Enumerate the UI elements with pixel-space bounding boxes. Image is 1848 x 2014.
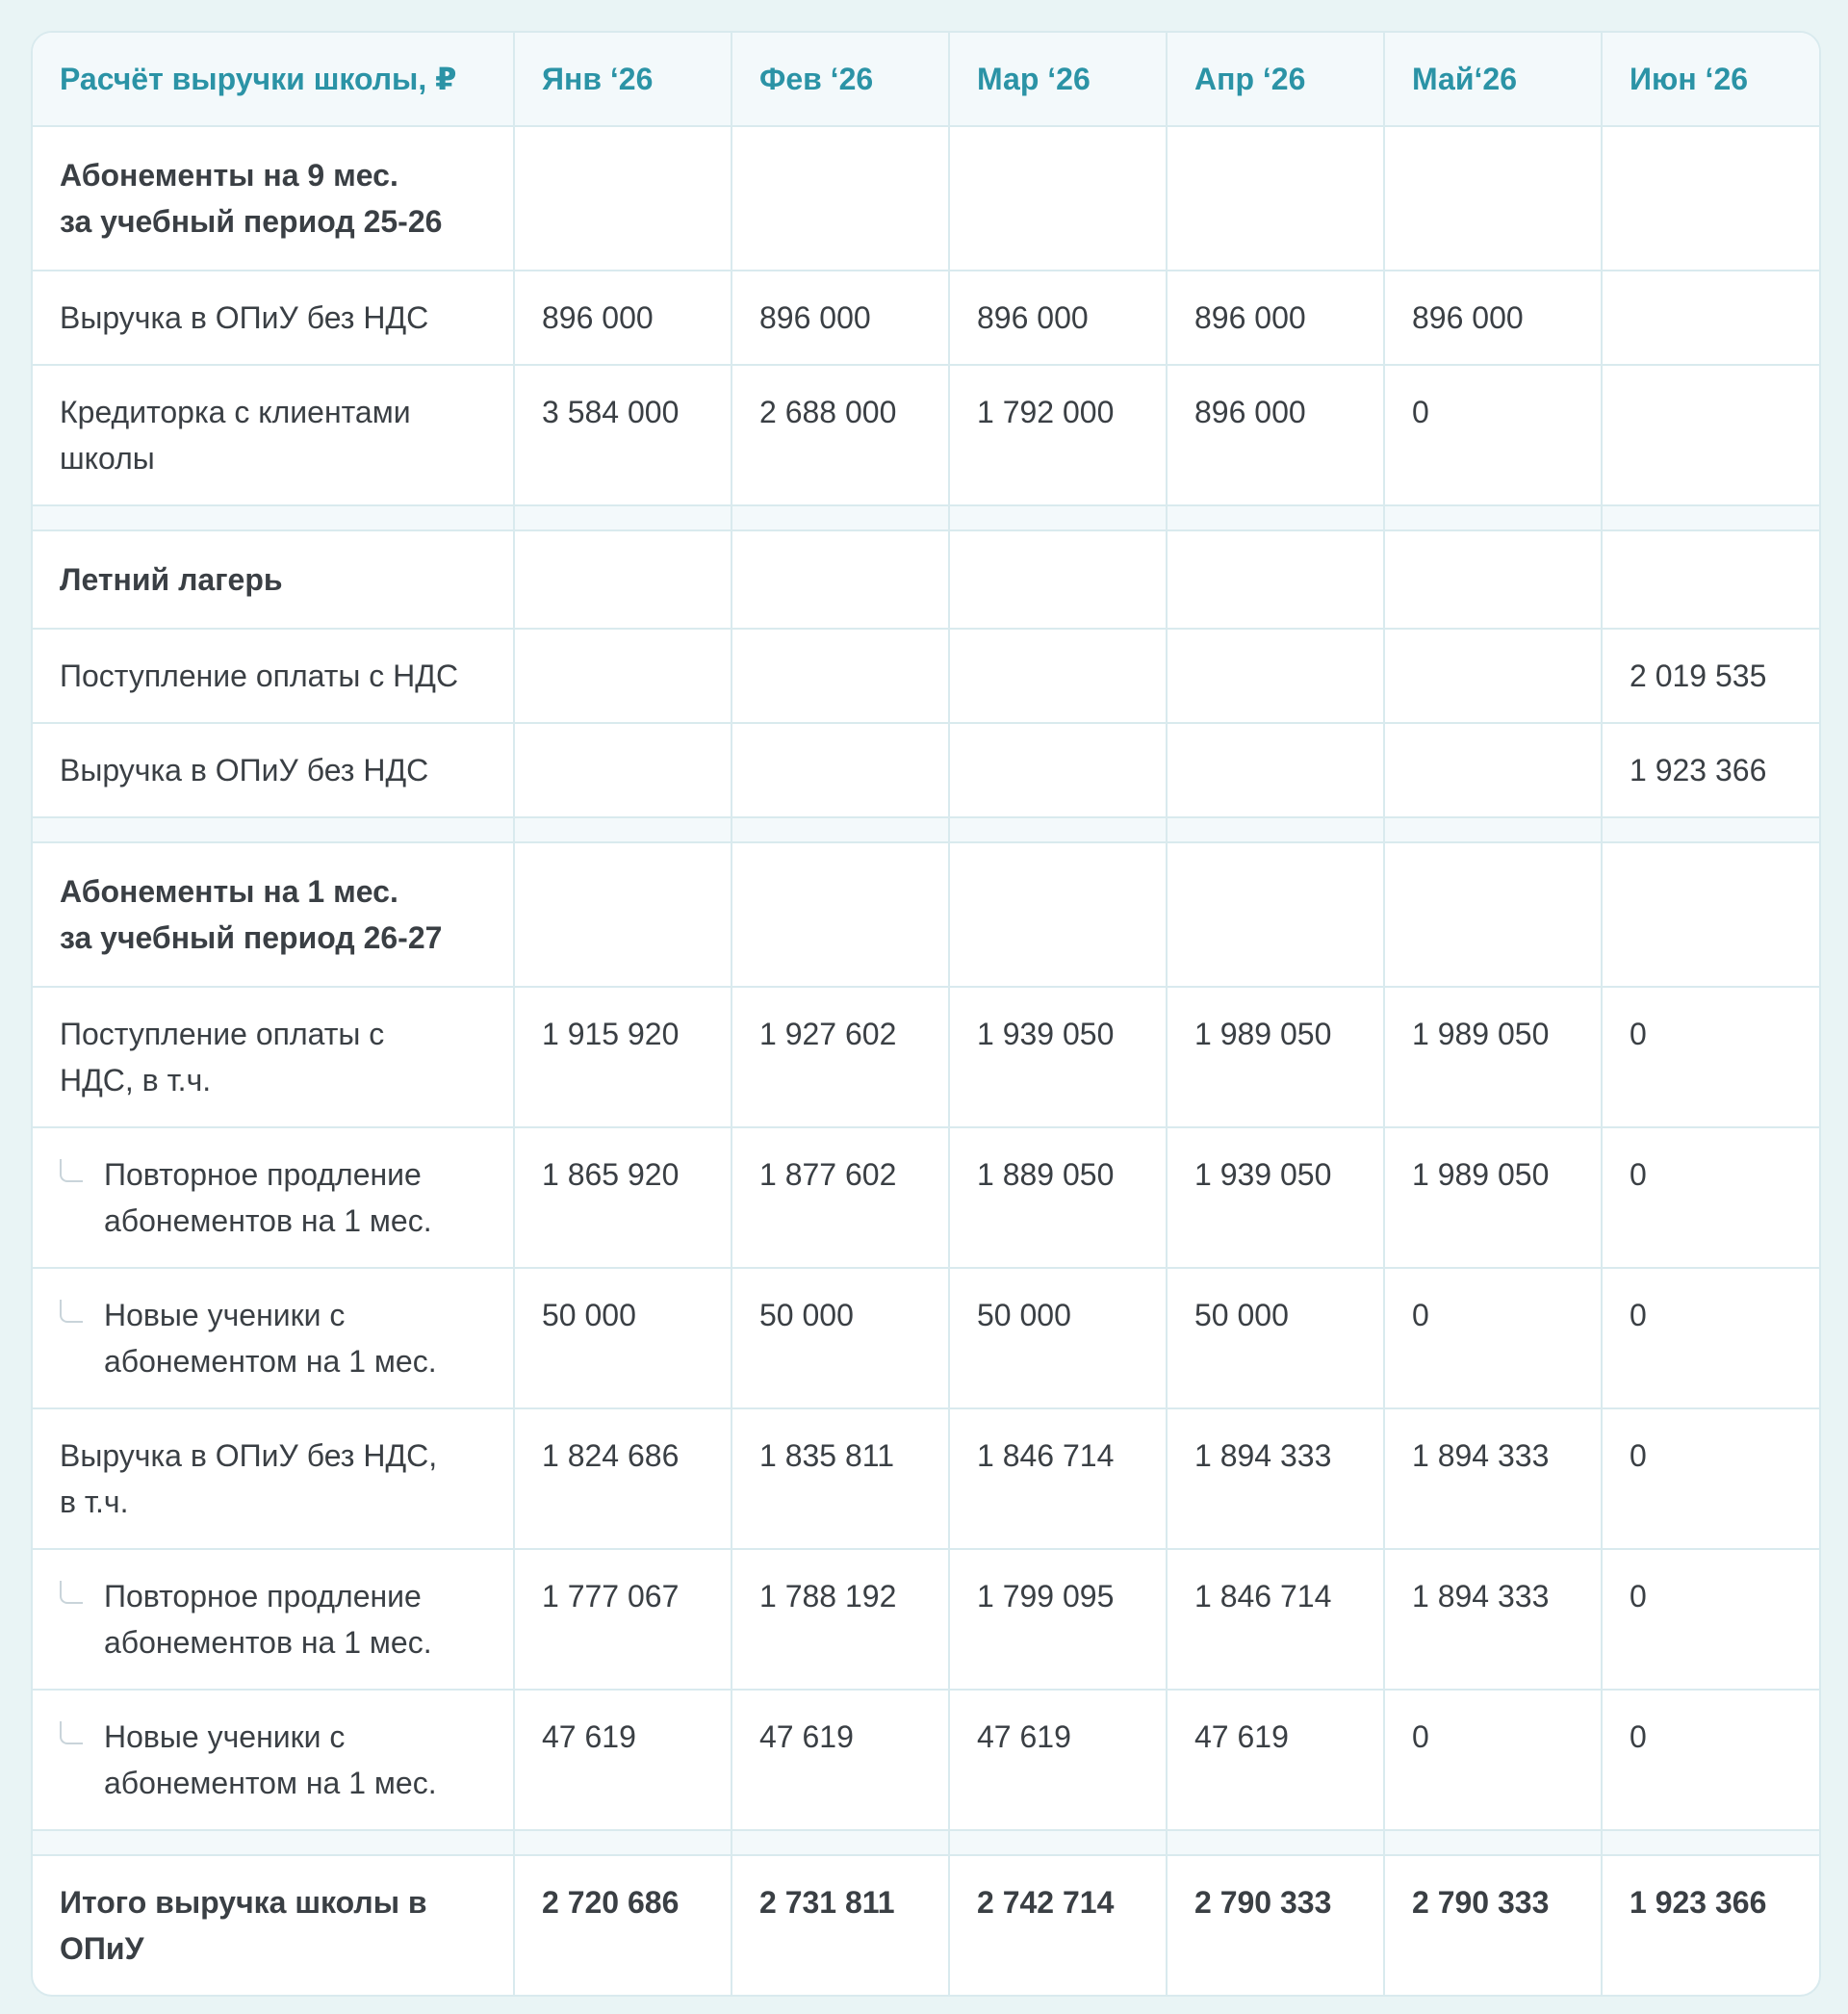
value-cell: 896 000 xyxy=(1167,271,1384,365)
spacer-cell xyxy=(1602,505,1819,530)
value-cell xyxy=(732,530,949,629)
value-cell xyxy=(514,530,732,629)
row-label-line: Кредиторка с клиентами xyxy=(60,395,411,429)
row-label-line: НДС, в т.ч. xyxy=(60,1063,212,1097)
value-cell: 1 792 000 xyxy=(949,365,1167,505)
value-cell xyxy=(1384,126,1602,271)
value-cell xyxy=(1167,126,1384,271)
table-row xyxy=(33,271,1819,365)
spacer-cell xyxy=(1167,1830,1384,1855)
value-cell: 50 000 xyxy=(514,1268,732,1408)
spacer-cell xyxy=(949,1830,1167,1855)
spacer-cell xyxy=(1384,1830,1602,1855)
row-label xyxy=(33,1855,514,1995)
value-cell: 1 989 050 xyxy=(1384,987,1602,1127)
value-cell xyxy=(732,126,949,271)
value-cell xyxy=(949,629,1167,723)
value-cell xyxy=(949,530,1167,629)
header-month: Апр ‘26 xyxy=(1167,33,1384,126)
row-label xyxy=(33,1408,514,1549)
value-cell: 896 000 xyxy=(514,271,732,365)
header-month: Мар ‘26 xyxy=(949,33,1167,126)
value-cell xyxy=(514,842,732,987)
spacer-row xyxy=(33,1830,1819,1855)
value-cell: 1 894 333 xyxy=(1167,1408,1384,1549)
value-cell xyxy=(732,842,949,987)
value-cell xyxy=(732,723,949,817)
value-cell: 0 xyxy=(1602,1268,1819,1408)
value-cell: 47 619 xyxy=(514,1690,732,1830)
value-cell: 2 790 333 xyxy=(1167,1855,1384,1995)
spacer-cell xyxy=(732,1830,949,1855)
value-cell: 50 000 xyxy=(732,1268,949,1408)
total-row xyxy=(33,1855,1819,1995)
value-cell: 47 619 xyxy=(949,1690,1167,1830)
table-row xyxy=(33,987,1819,1127)
spacer-cell xyxy=(33,817,514,842)
spacer-cell xyxy=(1167,817,1384,842)
row-label-line: Новые ученики с xyxy=(104,1298,346,1332)
value-cell xyxy=(949,723,1167,817)
value-cell: 1 788 192 xyxy=(732,1549,949,1690)
section-row xyxy=(33,842,1819,987)
table-row xyxy=(33,629,1819,723)
row-label-line: за учебный период 25-26 xyxy=(60,204,443,239)
value-cell xyxy=(949,126,1167,271)
spacer-cell xyxy=(514,505,732,530)
value-cell: 2 731 811 xyxy=(732,1855,949,1995)
value-cell: 1 894 333 xyxy=(1384,1408,1602,1549)
value-cell xyxy=(1602,271,1819,365)
header-month: Фев ‘26 xyxy=(732,33,949,126)
value-cell xyxy=(1167,530,1384,629)
sub-row-label xyxy=(60,1292,486,1384)
value-cell: 1 915 920 xyxy=(514,987,732,1127)
row-label-line: Поступление оплаты с НДС xyxy=(60,658,459,693)
row-label xyxy=(33,1549,514,1690)
table-row xyxy=(33,1408,1819,1549)
row-label xyxy=(33,126,514,271)
value-cell: 1 989 050 xyxy=(1167,987,1384,1127)
value-cell: 1 835 811 xyxy=(732,1408,949,1549)
row-label-line: школы xyxy=(60,441,155,476)
row-label-line: абонементом на 1 мес. xyxy=(104,1344,437,1379)
value-cell: 1 894 333 xyxy=(1384,1549,1602,1690)
value-cell: 50 000 xyxy=(949,1268,1167,1408)
value-cell xyxy=(1602,365,1819,505)
row-label xyxy=(33,842,514,987)
value-cell xyxy=(1167,629,1384,723)
spacer-cell xyxy=(949,505,1167,530)
sub-row-text xyxy=(104,1714,437,1806)
revenue-table xyxy=(33,33,1819,1995)
table-row xyxy=(33,1690,1819,1830)
table-row xyxy=(33,1549,1819,1690)
header-month: Май‘26 xyxy=(1384,33,1602,126)
spacer-cell xyxy=(732,817,949,842)
table-body xyxy=(33,126,1819,1995)
spacer-cell xyxy=(33,505,514,530)
table-header xyxy=(33,33,1819,126)
value-cell xyxy=(1602,126,1819,271)
value-cell: 1 989 050 xyxy=(1384,1127,1602,1268)
value-cell xyxy=(732,629,949,723)
row-label-line: Повторное продление xyxy=(104,1579,422,1614)
value-cell: 47 619 xyxy=(732,1690,949,1830)
header-month: Июн ‘26 xyxy=(1602,33,1819,126)
value-cell: 1 923 366 xyxy=(1630,1885,1767,1920)
row-label-line: Абонементы на 1 мес. xyxy=(60,874,398,909)
value-cell xyxy=(1384,723,1602,817)
spacer-cell xyxy=(1384,817,1602,842)
spacer-cell xyxy=(1167,505,1384,530)
value-cell xyxy=(1167,842,1384,987)
header-month: Янв ‘26 xyxy=(514,33,732,126)
spacer-cell xyxy=(33,1830,514,1855)
value-cell xyxy=(1384,842,1602,987)
value-cell: 1 939 050 xyxy=(1167,1127,1384,1268)
row-label-line: Новые ученики с xyxy=(104,1719,346,1754)
value-cell: 1 799 095 xyxy=(949,1549,1167,1690)
value-cell: 1 865 920 xyxy=(514,1127,732,1268)
value-cell: 0 xyxy=(1602,1690,1819,1830)
sub-row-text xyxy=(104,1151,432,1244)
value-cell: 0 xyxy=(1602,1127,1819,1268)
row-label-line: ОПиУ xyxy=(60,1931,144,1966)
value-cell: 47 619 xyxy=(1167,1690,1384,1830)
value-cell: 50 000 xyxy=(1167,1268,1384,1408)
spacer-cell xyxy=(514,817,732,842)
value-cell xyxy=(514,629,732,723)
row-label-line: за учебный период 26-27 xyxy=(60,920,443,955)
value-cell: 1 927 602 xyxy=(732,987,949,1127)
value-cell: 1 846 714 xyxy=(1167,1549,1384,1690)
row-label-line: абонементов на 1 мес. xyxy=(104,1203,432,1238)
value-cell: 1 877 602 xyxy=(732,1127,949,1268)
value-cell: 2 790 333 xyxy=(1384,1855,1602,1995)
value-cell: 896 000 xyxy=(1384,271,1602,365)
sub-row-label xyxy=(60,1151,486,1244)
row-label-line: Поступление оплаты с xyxy=(60,1017,385,1051)
value-cell: 1 889 050 xyxy=(949,1127,1167,1268)
row-label-line: абонементом на 1 мес. xyxy=(104,1766,437,1800)
value-cell xyxy=(949,842,1167,987)
row-label xyxy=(33,271,514,365)
row-label-line: Абонементы на 9 мес. xyxy=(60,158,398,193)
row-label-line: Повторное продление xyxy=(104,1157,422,1192)
row-label xyxy=(33,629,514,723)
table-row xyxy=(33,723,1819,817)
value-cell xyxy=(1384,629,1602,723)
value-cell xyxy=(514,723,732,817)
sub-item-corner-icon xyxy=(60,1721,83,1744)
spacer-row xyxy=(33,505,1819,530)
row-label xyxy=(33,723,514,817)
table-row xyxy=(33,365,1819,505)
value-cell: 0 xyxy=(1384,1268,1602,1408)
value-cell: 2 688 000 xyxy=(732,365,949,505)
value-cell xyxy=(1384,530,1602,629)
sub-item-corner-icon xyxy=(60,1300,83,1323)
value-cell xyxy=(1167,723,1384,817)
table-row xyxy=(33,1127,1819,1268)
sub-row-text xyxy=(104,1573,432,1665)
value-cell xyxy=(1602,842,1819,987)
row-label-line: в т.ч. xyxy=(60,1485,129,1519)
table-row xyxy=(33,1268,1819,1408)
value-cell: 1 777 067 xyxy=(514,1549,732,1690)
row-label xyxy=(33,1268,514,1408)
spacer-cell xyxy=(949,817,1167,842)
value-cell: 3 584 000 xyxy=(514,365,732,505)
value-cell xyxy=(1602,530,1819,629)
row-label-line: Итого выручка школы в xyxy=(60,1885,427,1920)
value-cell: 0 xyxy=(1384,365,1602,505)
row-label-line: Летний лагерь xyxy=(60,562,283,597)
row-label xyxy=(33,365,514,505)
section-row xyxy=(33,530,1819,629)
value-cell: 2 742 714 xyxy=(949,1855,1167,1995)
value-cell xyxy=(514,126,732,271)
value-cell: 896 000 xyxy=(1167,365,1384,505)
value-cell: 1 939 050 xyxy=(949,987,1167,1127)
value-cell: 1 923 366 xyxy=(1602,723,1819,817)
sub-row-text xyxy=(104,1292,437,1384)
spacer-cell xyxy=(1602,817,1819,842)
spacer-cell xyxy=(1602,1830,1819,1855)
spacer-row xyxy=(33,817,1819,842)
spacer-cell xyxy=(732,505,949,530)
value-cell: 1 824 686 xyxy=(514,1408,732,1549)
value-cell: 896 000 xyxy=(732,271,949,365)
row-label xyxy=(33,1690,514,1830)
row-label xyxy=(33,1127,514,1268)
sub-row-label xyxy=(60,1573,486,1665)
header-row xyxy=(33,33,1819,126)
value-cell: 1 846 714 xyxy=(949,1408,1167,1549)
row-label-line: Выручка в ОПиУ без НДС, xyxy=(60,1438,438,1473)
spacer-cell xyxy=(1384,505,1602,530)
value-cell: 2 720 686 xyxy=(514,1855,732,1995)
sub-row-label xyxy=(60,1714,486,1806)
sub-item-corner-icon xyxy=(60,1581,83,1604)
spacer-cell xyxy=(514,1830,732,1855)
section-row xyxy=(33,126,1819,271)
row-label-line: Выручка в ОПиУ без НДС xyxy=(60,300,429,335)
row-label xyxy=(33,530,514,629)
header-title: Расчёт выручки школы, ₽ xyxy=(33,33,514,126)
value-cell: 0 xyxy=(1384,1690,1602,1830)
row-label-line: Выручка в ОПиУ без НДС xyxy=(60,753,429,788)
value-cell: 0 xyxy=(1602,987,1819,1127)
value-cell: 2 019 535 xyxy=(1602,629,1819,723)
value-cell: 896 000 xyxy=(949,271,1167,365)
revenue-table-card xyxy=(31,31,1821,1997)
row-label xyxy=(33,987,514,1127)
value-cell: 0 xyxy=(1602,1549,1819,1690)
sub-item-corner-icon xyxy=(60,1159,83,1182)
row-label-line: абонементов на 1 мес. xyxy=(104,1625,432,1660)
value-cell: 0 xyxy=(1602,1408,1819,1549)
